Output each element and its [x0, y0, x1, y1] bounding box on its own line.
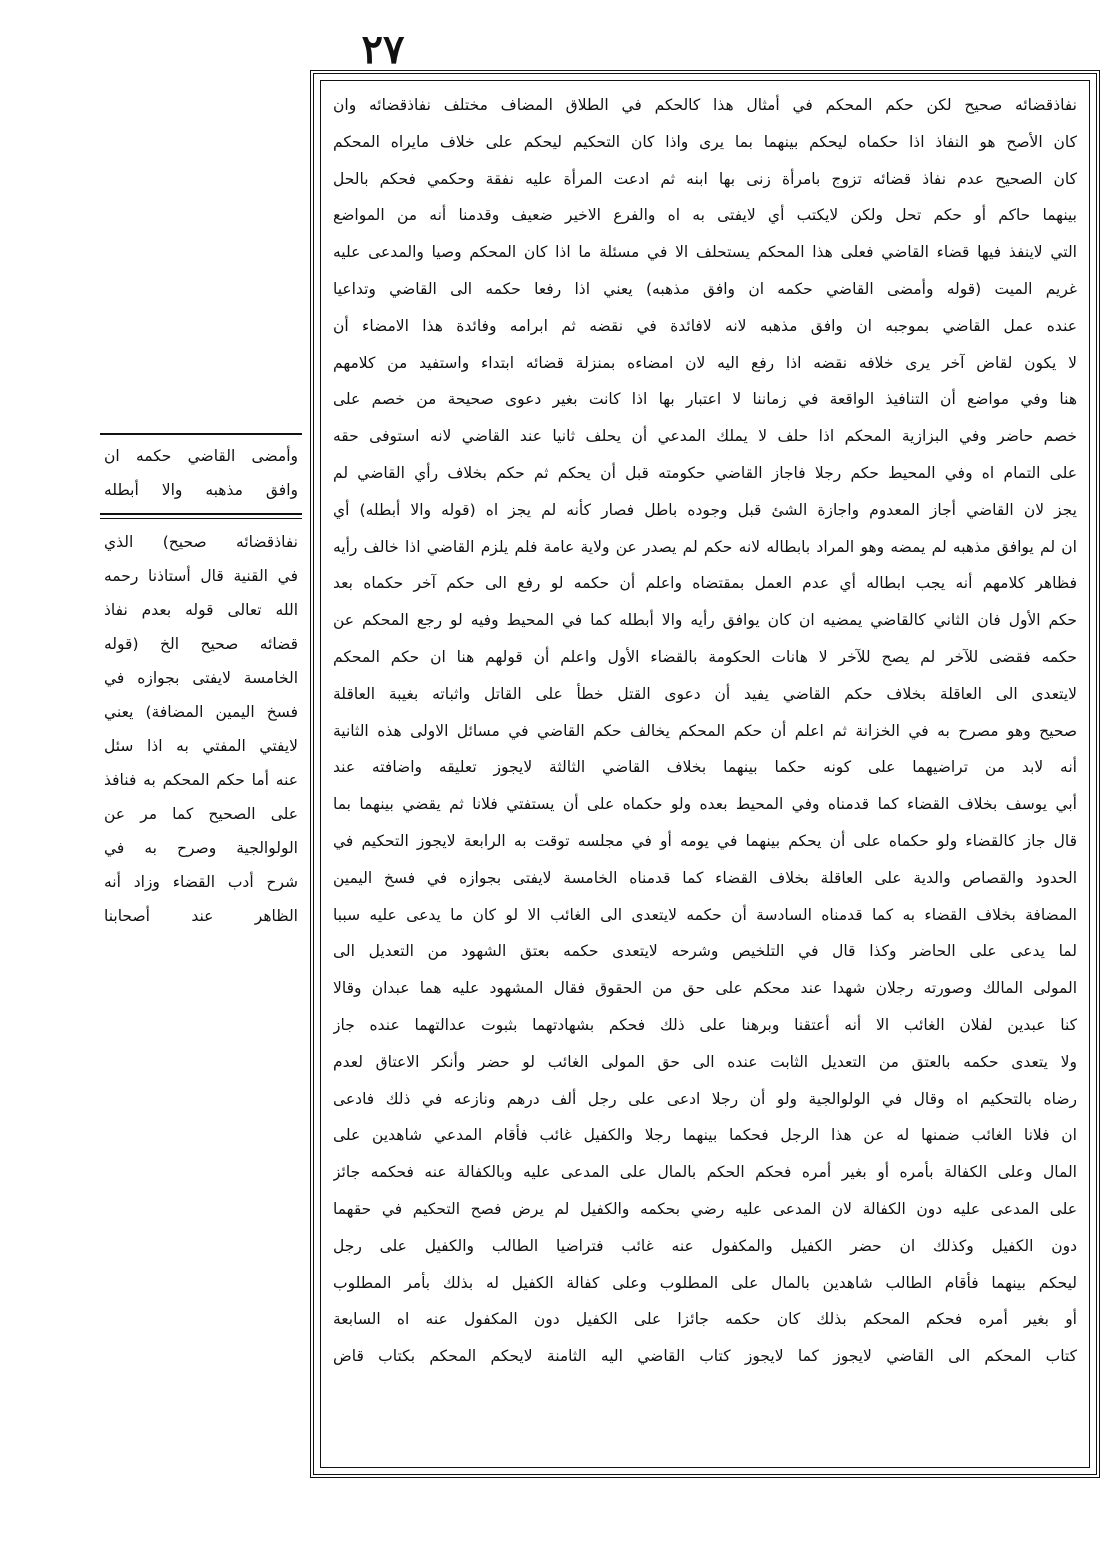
main-text-line: الحدود والقصاص والدية على العاقلة بخلاف القضاء كما قدمناه الخامسة لايفتى بجوازه في فسخ اليمين [333, 868, 1077, 887]
main-text-line: نفاذقضائه صحيح لكن حكم المحكم في أمثال هذا كالحكم في الطلاق المضاف مختلف نفاذقضائه وان [333, 96, 1077, 114]
main-text-line: غريم الميت (قوله وأمضى القاضي حكمه ان وافق مذهبه) يعني اذا رفعا حكمه الى القاضي وتداعيا [333, 279, 1077, 298]
main-text-line: رضاه بالتحكيم اه وقال في الولوالجية ولو أن رجلا ادعى على رجل ألف درهم ونازعه في ذلك فادعى [333, 1089, 1077, 1108]
side-note-line: على الصحيح كما مر عن [104, 805, 298, 823]
main-text-line: المال وعلى الكفالة بأمره أو بغير أمره فحكم الحكم بالمال على المدعى عليه وبالكفالة عنه فحكمه جائز [333, 1163, 1077, 1182]
main-text-line: على التمام اه وفي المحيط حكم رجلا فاجاز القاضي حكومته قبل أن يحكم ثم حكم بخلاف رأي القاضي لم [333, 463, 1077, 482]
side-note-line: قضائه صحيح الخ (قوله [104, 635, 298, 653]
main-text-line: ليحكم بينهما فأقام الطالب شاهدين بالمال على المطلوب وعلى كفالة الكفيل له بذلك بأمر المطلوب [333, 1273, 1077, 1292]
main-text-line: حكم الأول فان الثاني كالقاضي يمضيه ان كان يوافق رأيه والا أبطله كما في المحيط وفيه لو رجع المحكم عن [333, 611, 1077, 630]
main-text-frame [310, 70, 1100, 1478]
main-text-line: بينهما حاكم أو حكم تحل ولكن لايكتب أي لايفتى به اه والفرع الاخير ضعيف وقدمنا أنه من المواضع [333, 206, 1077, 225]
main-text-line: المضافة بخلاف القضاء به كما قدمناه السادسة أن حكمه لايتعدى الى الغائب الا لو كان ما يدعى عليه سببا [333, 905, 1077, 924]
main-text-line: لما يدعى على الحاضر وكذا قال في التلخيص وشرحه لايتعدى حكمه بعتق الشهود من التعديل الى [333, 942, 1077, 961]
side-note-line: عنه أما حكم المحكم به فنافذ [104, 771, 298, 789]
main-text-line: صحيح وهو مصرح به في الخزانة ثم اعلم أن حكم المحكم يخالف حكم القاضي في مسائل الاولى هذه الثانية [333, 721, 1077, 740]
main-text-line: التي لاينفذ فيها قضاء القاضي فعلى هذا المحكم يستحلف الا في مسئلة ما اذا كان المحكم وصيا والمدعى عليه [333, 243, 1077, 262]
main-text-line: كان الأصح هو النفاذ اذا حكماه ليحكم بينهما بما يرى واذا كان التحكيم ليحكم على خلاف مايراه المحكم [333, 132, 1077, 151]
main-text-line: خصم حاضر وفي البزازية المحكم اذا حلف لا يملك المدعي أن يحلف ثانيا عند القاضي لانه استوفى حقه [333, 427, 1077, 446]
main-text-line: يجز لان القاضي أجاز المعدوم واجازة الشئ قبل وجوده باطل فصار كأنه لم يجز اه (قوله والا أبطله) أي [333, 500, 1077, 519]
main-text-body [320, 80, 1090, 1468]
side-note-line: الظاهر عند أصحابنا [104, 907, 298, 925]
main-text-line: كان الصحيح عدم نفاذ قضائه تزوج بامرأة زنى بها ابنه ثم ادعت المرأة عليه نفقة وحكمي فحكم بالحل [333, 169, 1077, 188]
side-note-line: الخامسة لايفتى بجوازه في [104, 669, 298, 687]
main-text-line: ان لم يوافق مذهبه لم يمضه وهو المراد بابطاله لانه حكم لم يصدر عن ولاية عامة فلم يلزم القاضي اذا خالف رأيه [333, 537, 1077, 556]
main-text-line: المولى المالك وصورته رجلان شهدا عند محكم على حق من الحقوق فقال المشهود عليه هما عبدان وقالا [333, 979, 1077, 998]
side-note-line: في القنية قال أستاذنا رحمه [104, 567, 298, 585]
main-text-line: كنا عبدين لفلان الغائب الا أنه أعتقنا وبرهنا على ذلك فحكم بشهادتهما بثبوت عدالتهما عنده جاز [333, 1015, 1077, 1034]
side-note-box [100, 518, 302, 933]
main-text-line: أبي يوسف بخلاف القضاء كما قدمناه وفي المحيط بعده ولو حكماه على أن يستفتي فلانا ثم يقضي بينهما بما [333, 795, 1077, 814]
side-note-line: نفاذقضائه صحيح) الذي [104, 533, 298, 551]
main-text-line: حكمه فقضى للآخر لم يصح للآخر لا هانات الحكومة بالقضاء الأول واعلم أن قولهم هنا ان حكم المحكم [333, 647, 1077, 666]
side-heading-line: وافق مذهبه والا أبطله [104, 481, 298, 499]
main-text-line: أو بغير أمره فحكم المحكم بذلك كان حكمه جائزا على الكفيل دون المكفول عنه اه السابعة [333, 1310, 1077, 1329]
side-note-line: شرح أدب القضاء وزاد أنه [104, 873, 298, 891]
side-heading-box [100, 433, 302, 515]
main-text-line: ولا يتعدى حكمه بالعتق من التعديل الثابت عنده الى حق المولى الغائب لو حضر وأنكر الاعتاق لعدم [333, 1052, 1077, 1071]
main-text-line: دون الكفيل وكذلك ان حضر الكفيل والمكفول عنه غائب فتراضيا الطالب والكفيل على رجل [333, 1236, 1077, 1255]
main-text-line: قال جاز كالقضاء ولو حكماه على أن يحكم بينهما في يومه أو في مجلسه توقت به الرابعة لايجوز التحكيم في [333, 831, 1077, 850]
main-text-line: أنه لابد من تراضيهما على كونه حكما بينهما بخلاف القاضي الثالثة لايجوز تعليقه واضافته عند [333, 758, 1077, 777]
main-text-line: على المدعى عليه دون الكفالة لان المدعى عليه رضي بحكمه والكفيل لم يرض فصح التحكيم في حقهما [333, 1199, 1077, 1218]
side-note-line: لايفتي المفتي به اذا سئل [104, 737, 298, 755]
side-note-line: فسخ اليمين المضافة) يعني [104, 703, 298, 721]
main-text-line: لايتعدى الى العاقلة بخلاف حكم القاضي يفيد أن دعوى القتل خطأ على القاتل واثباته بغيبة العاقلة [333, 684, 1077, 703]
main-text-line: كتاب المحكم الى القاضي لايجوز كما لايجوز كتاب القاضي اليه الثامنة لايحكم المحكم بكتاب قاض [333, 1347, 1077, 1366]
side-note-line: الله تعالى قوله بعدم نفاذ [104, 601, 298, 619]
side-note-line: الولوالجية وصرح به في [104, 839, 298, 857]
main-text-line: هنا وفي مواضع أن التنافيذ الواقعة في زماننا لا اعتبار بها اذا كانت بغير دعوى صحيحة من خصم على [333, 390, 1077, 409]
main-text-line: ان فلانا الغائب ضمنها له عن هذا الرجل فحكما بينهما رجلا والكفيل غائب فأقام المدعي شاهدين على [333, 1126, 1077, 1145]
side-heading-line: وأمضى القاضي حكمه ان [104, 447, 298, 465]
main-text-line: عنده عمل القاضي بموجبه ان وافق مذهبه لانه لافائدة في نقضه ثم ابرامه وفائدة هذا الامضاء أن [333, 316, 1077, 335]
main-text-line: فظاهر كلامهم أنه يجب ابطاله أي عدم العمل بمقتضاه واعلم أن حكمه لو رفع الى حكم آخر حكماه بعد [333, 574, 1077, 593]
page-number: ٢٧ [361, 26, 405, 73]
main-text-line: لا يكون لقاض آخر يرى خلافه نقضه اذا رفع اليه لان امضاءه بمنزلة قضائه ابتداء واستفيد من كلامهم [333, 353, 1077, 372]
